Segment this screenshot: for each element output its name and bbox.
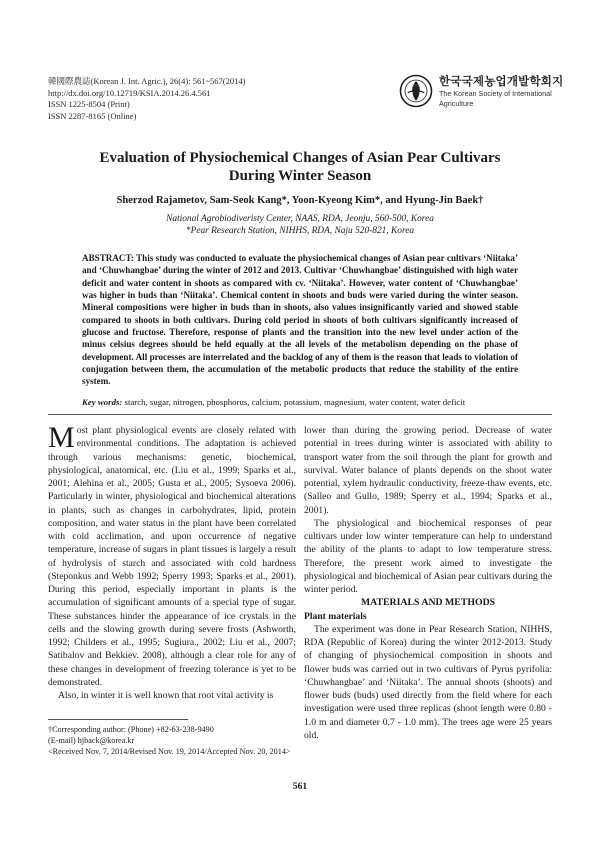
keywords: [82, 397, 518, 407]
affiliation-2: *Pear Research Station, NIHHS, RDA, Naju 520-821, Korea: [185, 226, 415, 236]
issn-online: ISSN 2287-8165 (Online): [48, 110, 137, 121]
body-column-left: [48, 421, 296, 702]
title-line-1: Evaluation of Physiochemical Changes of Asian Pear Cultivars: [99, 150, 501, 166]
plant-materials-heading: Plant materials: [304, 610, 367, 622]
section-divider: [48, 414, 552, 415]
body-column-right: [304, 424, 552, 742]
abstract: ABSTRACT: This study was conducted to evaluate the physiochemical changes of Asian pear cultivars ‘Niitaka’ and ‘Chuwhangbae’ during the winter of 2012 and 2013. Cultivar ‘Chuwhangbae’ distinguished with high water deficit and water content in shoots as compared with cv. ‘Niitaka’. However, water content of ‘Chuwhangbae’ was higher in buds than ‘Niitaka’. Chemical content in shoots and buds were varied during the winter season. Mineral compositions were higher in buds than in shoots, also values insignificantly varied and showed stable compared to shoots in both cultivars. During cold period in shoots of both cultivars significantly increased of glucose and fructose. Therefore, response of plants and the transition into the new level under action of the minus celsius degrees should be held equally at the all levels of the metabolism depending on the phase of development. All processes are interrelated and the backlog of any of them is the reason that leads to violation of conjugation between them, the accumulation of the metabolic products that reduce the stability of the entire system.: [82, 253, 518, 387]
keywords-list: starch, sugar, nitrogen, phosphorus, calcium, potassium, magnesium, water content, water deficit: [122, 397, 466, 407]
issn-print: ISSN 1225-8504 (Print): [48, 99, 130, 110]
title-line-2: During Winter Season: [228, 167, 372, 184]
methods-heading: MATERIALS AND METHODS: [360, 597, 496, 609]
society-name-korean: 한국국제농업개발학회지: [439, 74, 564, 88]
corresponding-author: †Corresponding author: (Phone) +82-63-238-9490: [48, 725, 214, 734]
affiliations: [40, 213, 560, 237]
society-emblem-icon: [399, 74, 433, 108]
footnote-rule: [48, 719, 188, 720]
article-title: [40, 150, 560, 185]
author-list: Sherzod Rajametov, Sam-Seok Kang*, Yoon-Kyeong Kim*, and Hyung-Jin Baek†: [116, 195, 484, 206]
plant-materials-paragraph: The experiment was done in Pear Research Station, NIHHS, RDA (Republic of Korea) during the winter 2012-2013. Study of changing of physiochemical composition in shoots and flower buds was carried out in two cultivars of Pyrus pyrifolia: ‘Chuwhangbae’ and ‘Niitaka’. The annual shoots (shoots) and flower buds (buds) used directly from the field where for each investigation were used three replicas (shoot length were 0.80 - 1.0 m and diameter 0.7 - 1.0 mm). The trees age were 25 years old.: [304, 623, 552, 741]
citation-line: 韓國際農誌(Korean J. Int. Agric.), 26(4): 561~567(2014): [48, 76, 246, 86]
footnote: [48, 719, 308, 758]
right-paragraph-2: The physiological and biochemical responses of pear cultivars under low winter temperature can help to understand the ability of the plants to adapt to low temperature stress. Therefore, the present work aimed to investigate the physiological and biochemical of Asian pear cultivars during the winter period.: [304, 517, 552, 595]
society-name-english-line2: Agriculture: [439, 99, 474, 108]
society-logo: [399, 74, 563, 108]
intro-paragraph-1-text: ost plant physiological events are closely related with environmental conditions. The adaptation is achieved through various mechanisms: genetic, biochemical, physiological, anatomical, etc. (Liu et al., 1999; Sparks et al., 2001; Alehina et al., 2005; Gusta et al., 2005; Sysoeva 2006). Particularly in winter, physiological and biochemical alterations in plants, such as changes in carbohydrates, lipid, protein composition, and water status in the plant have been correlated with cold acclimation, and upon occurrence of negative temperature, increase of sugars in plant tissues is largely a result of hydrolysis of starch and associated with cold hardness (Steponkus and Webb 1992; Sperry 1993; Sparks et al., 2001). During this period, especially important in plants is the accumulation of significant amounts of a special type of sugar. These substances hinder the appearance of ice crystals in the cells and the slowing growth during severe frosts (Ashworth, 1992; Childers et al., 1995; Sugiura., 2002; Liu et al., 2007; Satibalov and Bekkiev. 2008), although a clear role for any of these changes in development of freezing tolerance is yet to be demonstrated.: [48, 425, 296, 688]
society-name-english-line1: The Korean Society of International: [439, 89, 552, 98]
right-paragraph-1: lower than during the growing period. Decrease of water potential in trees during winter is associated with ability to transport water from the soil through the plant for growth and survival. Water balance of plants depends on the shoot water potential, xylem hydraulic conductivity, freeze-thaw events, etc. (Salleo and Gullo, 1989; Sperry et al., 1994; Sparks et al., 2001).: [304, 425, 552, 516]
affiliation-1: National Agrobiodiveristy Center, NAAS, RDA, Jeonju, 560-500, Korea: [166, 214, 434, 224]
journal-header-meta: [48, 76, 245, 122]
drop-cap: M: [48, 421, 75, 454]
intro-paragraph-1: [48, 421, 296, 689]
page-number: 561: [292, 781, 308, 792]
keywords-label: Key words:: [82, 397, 123, 407]
doi-link[interactable]: http://dx.doi.org/10.12719/KSIA.2014.26.4.561: [48, 87, 211, 98]
intro-paragraph-2: Also, in winter it is well known that root vital activity is: [58, 690, 274, 701]
received-dates: <Received Nov. 7, 2014/Revised Nov. 19, 2014/Accepted Nov. 20, 2014>: [48, 747, 291, 757]
corresponding-email[interactable]: (E-mail) hjback@korea.kr: [48, 736, 135, 746]
